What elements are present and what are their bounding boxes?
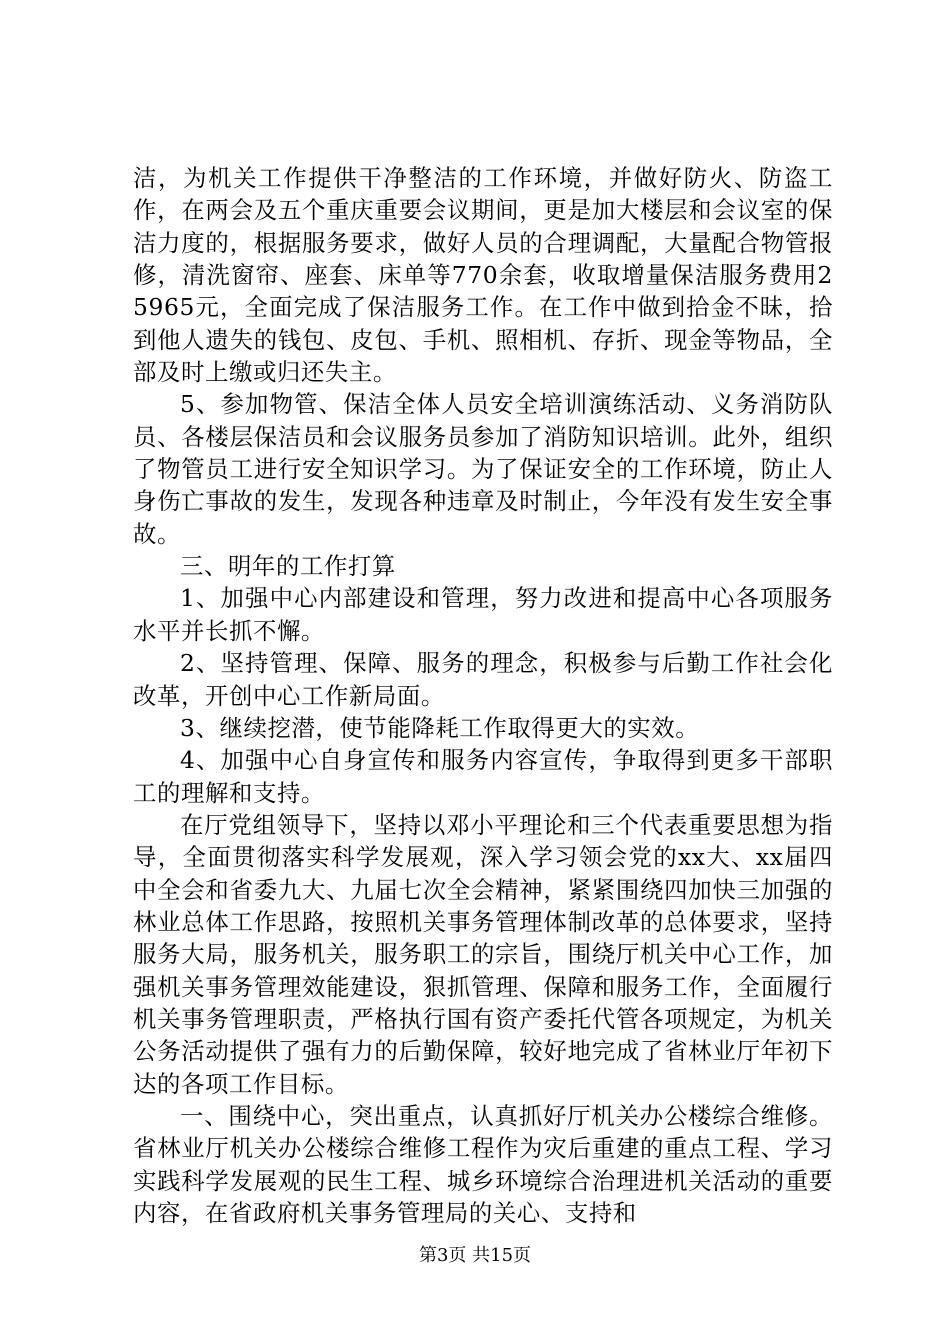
paragraph-cleaning-work: 洁，为机关工作提供干净整洁的工作环境，并做好防火、防盗工作，在两会及五个重庆重要会议期间，更是加大楼层和会议室的保洁力度的，根据服务要求，做好人员的合理调配，大量配合物管报修，清洗窗帘、座套、床单等770余套，收取增量保洁服务费用25965元，全面完成了保洁服务工作。在工作中做到拾金不昧，拾到他人遗失的钱包、皮包、手机、照相机、存折、现金等物品，全部及时上缴或归还失主。	[133, 164, 833, 387]
paragraph-plan-item-1: 1、加强中心内部建设和管理，努力改进和提高中心各项服务水平并长抓不懈。	[133, 584, 833, 645]
document-body	[133, 162, 833, 1229]
paragraph-plan-item-3: 3、继续挖潜，使节能降耗工作取得更大的实效。	[180, 713, 700, 742]
paragraph-plan-item-2: 2、坚持管理、保障、服务的理念，积极参与后勤工作社会化改革，开创中心工作新局面。	[133, 649, 833, 710]
paragraph-plan-item-4: 4、加强中心自身宣传和服务内容宣传，争取得到更多干部职工的理解和支持。	[133, 746, 833, 807]
paragraph-section-one: 一、围绕中心，突出重点，认真抓好厅机关办公楼综合维修。省林业厅机关办公楼综合维修工程作为灾后重建的重点工程、学习实践科学发展观的民生工程、城乡环境综合治理进机关活动的重要内容，在省政府机关事务管理局的关心、支持和	[133, 1101, 833, 1227]
paragraph-summary: 在厅党组领导下，坚持以邓小平理论和三个代表重要思想为指导，全面贯彻落实科学发展观，深入学习领会党的xx大、xx届四中全会和省委九大、九届七次全会精神，紧紧围绕四加快三加强的林业总体工作思路，按照机关事务管理体制改革的总体要求，坚持服务大局，服务机关，服务职工的宗旨，围绕厅机关中心工作，加强机关事务管理效能建设，狠抓管理、保障和服务工作，全面履行机关事务管理职责，严格执行国有资产委托代管各项规定，为机关公务活动提供了强有力的后勤保障，较好地完成了省林业厅年初下达的各项工作目标。	[133, 810, 833, 1098]
section-heading-next-year-plan: 三、明年的工作打算	[180, 552, 396, 581]
paragraph-safety-training: 5、参加物管、保洁全体人员安全培训演练活动、义务消防队员、各楼层保洁员和会议服务员参加了消防知识培训。此外，组织了物管员工进行安全知识学习。为了保证安全的工作环境，防止人身伤亡事故的发生，发现各种违章及时制止，今年没有发生安全事故。	[133, 390, 833, 548]
page-number-footer: 第3页 共15页	[418, 1245, 532, 1266]
